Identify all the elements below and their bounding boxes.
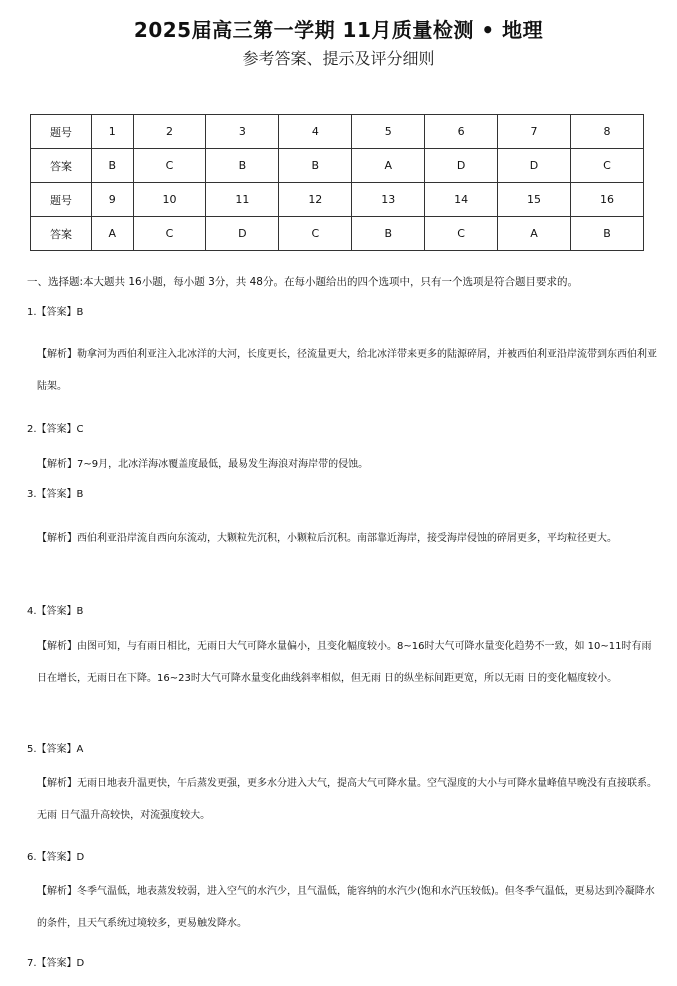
table-cell: 6 <box>425 115 498 149</box>
table-cell: D <box>425 149 498 183</box>
table-cell: 14 <box>425 183 498 217</box>
answer-line-4: 4.【答案】B <box>27 606 84 617</box>
table-cell: 答案 <box>31 149 92 183</box>
table-cell: 8 <box>570 115 643 149</box>
explanation-4: 【解析】由图可知，与有雨日相比，无雨日大气可降水量偏小，且变化幅度较小。8~16时大气可降水量变化趋势不一致，如 10~11时有雨日在增长，无雨日在下降。16~23时大气可降水量变化曲线斜率相似，但无雨 日的纵坐标间距更宽，所以无雨 日的变化幅度较小。 <box>37 641 652 684</box>
table-cell: 7 <box>498 115 571 149</box>
table-cell: 4 <box>279 115 352 149</box>
explanation-1: 【解析】勒拿河为西伯利亚注入北冰洋的大河，长度更长，径流量更大，给北冰洋带来更多的陆源碎屑，并被西伯利亚沿岸流带到东西伯利亚陆架。 <box>37 349 657 392</box>
table-row <box>31 115 644 149</box>
table-cell: 3 <box>206 115 279 149</box>
explanation-3: 【解析】西伯利亚沿岸流自西向东流动，大颗粒先沉积，小颗粒后沉积。南部靠近海岸，接受海岸侵蚀的碎屑更多，平均粒径更大。 <box>37 533 617 544</box>
table-cell: C <box>425 217 498 251</box>
table-cell: 16 <box>570 183 643 217</box>
table-cell: 15 <box>498 183 571 217</box>
table-row <box>31 183 644 217</box>
table-cell: D <box>206 217 279 251</box>
answer-line-5: 5.【答案】A <box>27 744 84 755</box>
table-cell: 题号 <box>31 115 92 149</box>
answer-line-7: 7.【答案】D <box>27 958 85 969</box>
table-cell: 12 <box>279 183 352 217</box>
table-cell: C <box>133 217 206 251</box>
table-cell: C <box>279 217 352 251</box>
table-cell: 10 <box>133 183 206 217</box>
table-cell: A <box>498 217 571 251</box>
table-cell: 5 <box>352 115 425 149</box>
table-cell: A <box>92 217 134 251</box>
table-row <box>31 217 644 251</box>
document-title: 2025届高三第一学期 11月质量检测 • 地理 <box>133 18 544 42</box>
table-cell: B <box>570 217 643 251</box>
table-cell: 2 <box>133 115 206 149</box>
answer-table <box>30 114 644 251</box>
table-cell: 11 <box>206 183 279 217</box>
table-cell: 13 <box>352 183 425 217</box>
table-cell: B <box>279 149 352 183</box>
table-cell: B <box>206 149 279 183</box>
answer-line-3: 3.【答案】B <box>27 489 84 500</box>
table-cell: B <box>92 149 134 183</box>
explanation-6: 【解析】冬季气温低，地表蒸发较弱，进入空气的水汽少，且气温低，能容纳的水汽少(饱和水汽压较低)。但冬季气温低，更易达到冷凝降水的条件，且天气系统过境较多，更易触发降水。 <box>37 886 655 929</box>
table-cell: D <box>498 149 571 183</box>
answer-line-1: 1.【答案】B <box>27 307 84 318</box>
table-cell: A <box>352 149 425 183</box>
document-subtitle: 参考答案、提示及评分细则 <box>242 49 435 68</box>
answer-line-2: 2.【答案】C <box>27 424 84 435</box>
table-cell: C <box>133 149 206 183</box>
answer-line-6: 6.【答案】D <box>27 852 85 863</box>
table-cell: 1 <box>92 115 134 149</box>
explanation-5: 【解析】无雨日地表升温更快，午后蒸发更强，更多水分进入大气，提高大气可降水量。空气湿度的大小与可降水量峰值早晚没有直接联系。无雨 日气温升高较快，对流强度较大。 <box>37 778 657 821</box>
explanation-2: 【解析】7~9月，北冰洋海冰覆盖度最低，最易发生海浪对海岸带的侵蚀。 <box>37 459 369 470</box>
table-cell: 9 <box>92 183 134 217</box>
table-cell: C <box>570 149 643 183</box>
table-cell: 题号 <box>31 183 92 217</box>
table-row <box>31 149 644 183</box>
table-cell: B <box>352 217 425 251</box>
section-intro: 一、选择题:本大题共 16小题，每小题 3分，共 48分。在每小题给出的四个选项中，只有一个选项是符合题目要求的。 <box>27 276 578 288</box>
table-cell: 答案 <box>31 217 92 251</box>
